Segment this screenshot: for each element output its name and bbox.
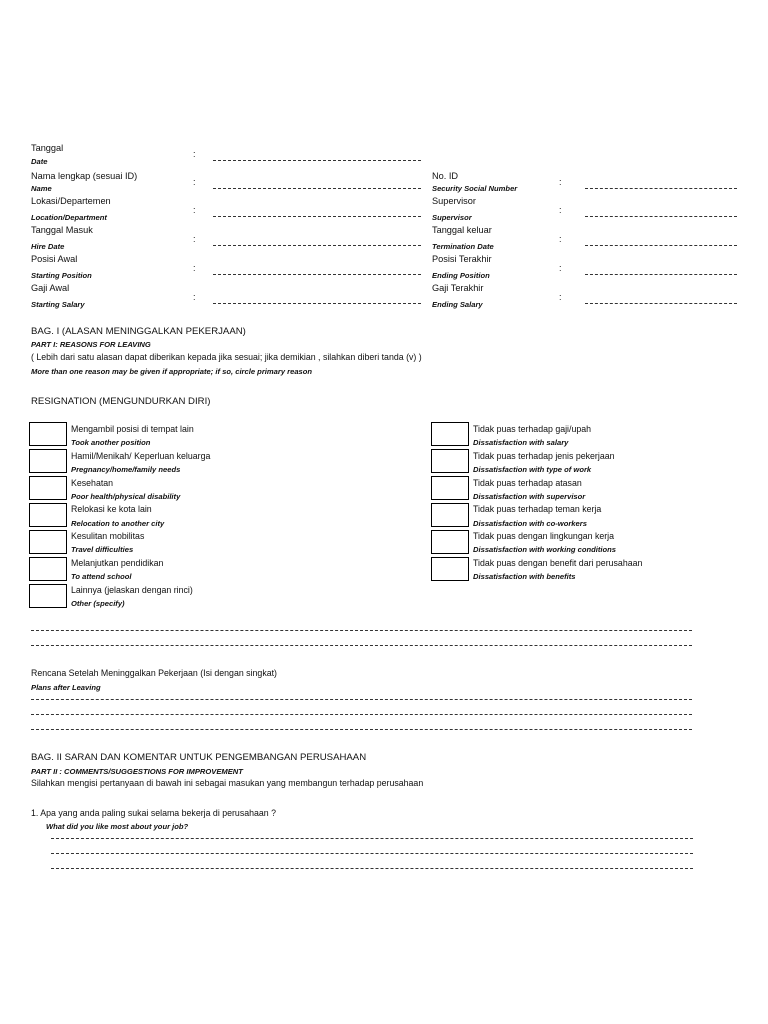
reason-label: Tidak puas terhadap jenis pekerjaan bbox=[473, 451, 615, 461]
colon: : bbox=[193, 177, 196, 187]
supervisor-label: Supervisor bbox=[432, 196, 476, 206]
reason-label: Tidak puas dengan lingkungan kerja bbox=[473, 531, 615, 541]
resignation-title: RESIGNATION (MENGUNDURKAN DIRI) bbox=[31, 396, 211, 407]
reason-label: Mengambil posisi di tempat lain bbox=[71, 424, 194, 434]
reason-en-label: Poor health/physical disability bbox=[71, 492, 181, 501]
name-label: Name bbox=[31, 184, 52, 193]
reason-label: Tidak puas dengan benefit dari perusahaan bbox=[473, 558, 643, 568]
part1-title: BAG. I (ALASAN MENINGGALKAN PEKERJAAN) bbox=[31, 326, 246, 337]
reason-en-label: Took another position bbox=[71, 438, 151, 447]
posisi-awal-field[interactable] bbox=[213, 274, 421, 275]
tanggal-masuk-field[interactable] bbox=[213, 245, 421, 246]
reason-en-label: Other (specify) bbox=[71, 599, 125, 608]
starting-salary-label: Starting Salary bbox=[31, 300, 85, 309]
checkbox-other[interactable] bbox=[29, 584, 67, 608]
posisi-awal-label: Posisi Awal bbox=[31, 254, 78, 264]
reason-en-label: To attend school bbox=[71, 572, 132, 581]
reason-label: Tidak puas terhadap teman kerja bbox=[473, 504, 602, 514]
lokasi-field[interactable] bbox=[213, 216, 421, 217]
supervisor-field[interactable] bbox=[585, 216, 737, 217]
colon: : bbox=[193, 234, 196, 244]
reason-en-label: Travel difficulties bbox=[71, 545, 134, 554]
checkbox-working-conditions[interactable] bbox=[431, 530, 469, 554]
termination-date-label: Termination Date bbox=[432, 242, 494, 251]
posisi-terakhir-field[interactable] bbox=[585, 274, 737, 275]
plans-line-1[interactable] bbox=[31, 699, 692, 700]
reason-en-label: Relocation to another city bbox=[71, 519, 165, 528]
checkbox-took-another-position[interactable] bbox=[29, 422, 67, 446]
colon: : bbox=[193, 292, 196, 302]
gaji-awal-label: Gaji Awal bbox=[31, 283, 70, 293]
supervisor-en-label: Supervisor bbox=[432, 213, 472, 222]
reason-en-label: Dissatisfaction with co-workers bbox=[473, 519, 587, 528]
no-id-label: No. ID bbox=[432, 171, 459, 181]
gaji-terakhir-label: Gaji Terakhir bbox=[432, 283, 484, 293]
plans-line-2[interactable] bbox=[31, 714, 692, 715]
part1-note: ( Lebih dari satu alasan dapat diberikan kepada jika sesuai; jika demikian , silahkan diberi tanda (v) ) bbox=[31, 352, 422, 362]
colon: : bbox=[559, 177, 562, 187]
nama-field[interactable] bbox=[213, 188, 421, 189]
colon: : bbox=[193, 205, 196, 215]
tanggal-keluar-label: Tanggal keluar bbox=[432, 225, 492, 235]
checkbox-attend-school[interactable] bbox=[29, 557, 67, 581]
reason-label: Relokasi ke kota lain bbox=[71, 504, 152, 514]
reason-en-label: Dissatisfaction with working conditions bbox=[473, 545, 617, 554]
posisi-terakhir-label: Posisi Terakhir bbox=[432, 254, 492, 264]
checkbox-poor-health[interactable] bbox=[29, 476, 67, 500]
ending-salary-label: Ending Salary bbox=[432, 300, 483, 309]
checkbox-family-needs[interactable] bbox=[29, 449, 67, 473]
reason-label: Hamil/Menikah/ Keperluan keluarga bbox=[71, 451, 211, 461]
reason-en-label: Dissatisfaction with type of work bbox=[473, 465, 592, 474]
part2-title: BAG. II SARAN DAN KOMENTAR UNTUK PENGEMBANGAN PERUSAHAAN bbox=[31, 752, 367, 763]
checkbox-travel-difficulties[interactable] bbox=[29, 530, 67, 554]
colon: : bbox=[559, 263, 562, 273]
answer-line-3[interactable] bbox=[51, 868, 693, 869]
reason-label: Kesehatan bbox=[71, 478, 114, 488]
question-1-en: What did you like most about your job? bbox=[46, 822, 189, 831]
reason-en-label: Dissatisfaction with supervisor bbox=[473, 492, 586, 501]
plans-en-label: Plans after Leaving bbox=[31, 683, 101, 692]
tanggal-masuk-label: Tanggal Masuk bbox=[31, 225, 93, 235]
reason-label: Lainnya (jelaskan dengan rinci) bbox=[71, 585, 193, 595]
colon: : bbox=[559, 234, 562, 244]
reason-label: Tidak puas terhadap atasan bbox=[473, 478, 582, 488]
answer-line-2[interactable] bbox=[51, 853, 693, 854]
reason-label: Melanjutkan pendidikan bbox=[71, 558, 164, 568]
checkbox-co-workers[interactable] bbox=[431, 503, 469, 527]
answer-line-1[interactable] bbox=[51, 838, 693, 839]
part1-subtitle: PART I: REASONS FOR LEAVING bbox=[31, 340, 151, 349]
part2-subtitle: PART II : COMMENTS/SUGGESTIONS FOR IMPROVEMENT bbox=[31, 767, 243, 776]
colon: : bbox=[193, 263, 196, 273]
gaji-terakhir-field[interactable] bbox=[585, 303, 737, 304]
date-label: Date bbox=[31, 157, 48, 166]
reason-en-label: Pregnancy/home/family needs bbox=[71, 465, 181, 474]
reason-en-label: Dissatisfaction with salary bbox=[473, 438, 569, 447]
checkbox-salary[interactable] bbox=[431, 422, 469, 446]
nama-label: Nama lengkap (sesuai ID) bbox=[31, 171, 138, 181]
tanggal-label: Tanggal bbox=[31, 143, 64, 153]
no-id-field[interactable] bbox=[585, 188, 737, 189]
reason-en-label: Dissatisfaction with benefits bbox=[473, 572, 576, 581]
part1-note-en: More than one reason may be given if appropriate; if so, circle primary reason bbox=[31, 367, 313, 376]
gaji-awal-field[interactable] bbox=[213, 303, 421, 304]
checkbox-benefits[interactable] bbox=[431, 557, 469, 581]
other-specify-line-1[interactable] bbox=[31, 630, 692, 631]
ending-position-label: Ending Position bbox=[432, 271, 490, 280]
colon: : bbox=[559, 205, 562, 215]
checkbox-type-of-work[interactable] bbox=[431, 449, 469, 473]
question-1: 1. Apa yang anda paling sukai selama bekerja di perusahaan ? bbox=[31, 808, 277, 818]
other-specify-line-2[interactable] bbox=[31, 645, 692, 646]
plans-line-3[interactable] bbox=[31, 729, 692, 730]
colon: : bbox=[193, 149, 196, 159]
lokasi-label: Lokasi/Departemen bbox=[31, 196, 111, 206]
checkbox-relocation[interactable] bbox=[29, 503, 67, 527]
tanggal-keluar-field[interactable] bbox=[585, 245, 737, 246]
plans-label: Rencana Setelah Meninggalkan Pekerjaan (Isi dengan singkat) bbox=[31, 668, 277, 678]
reason-label: Tidak puas terhadap gaji/upah bbox=[473, 424, 592, 434]
tanggal-field[interactable] bbox=[213, 160, 421, 161]
ssn-label: Security Social Number bbox=[432, 184, 518, 193]
part2-note: Silahkan mengisi pertanyaan di bawah ini sebagai masukan yang membangun terhadap perusahaan bbox=[31, 778, 424, 788]
checkbox-supervisor[interactable] bbox=[431, 476, 469, 500]
colon: : bbox=[559, 292, 562, 302]
reason-label: Kesulitan mobilitas bbox=[71, 531, 145, 541]
location-label: Location/Department bbox=[31, 213, 107, 222]
hire-date-label: Hire Date bbox=[31, 242, 65, 251]
starting-position-label: Starting Position bbox=[31, 271, 92, 280]
